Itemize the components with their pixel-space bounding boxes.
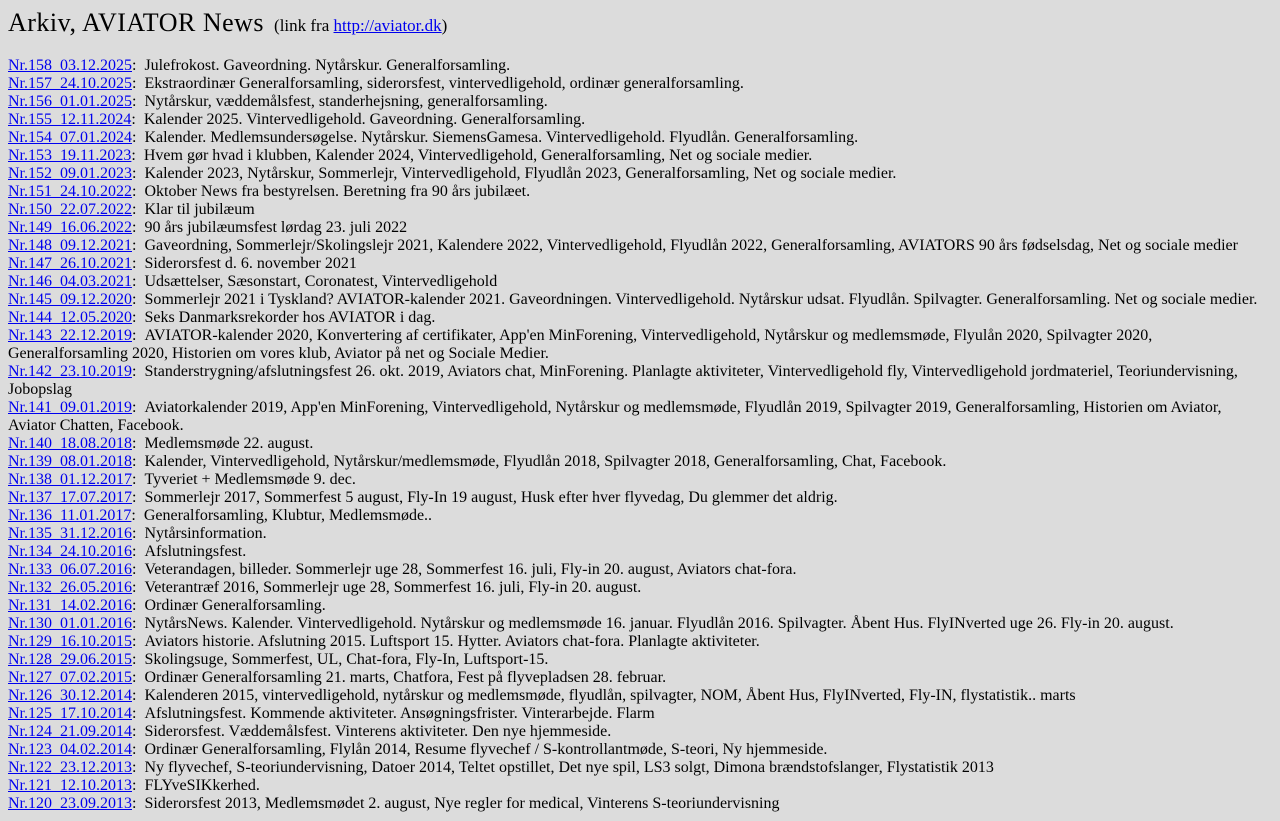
entry-colon: : <box>132 723 137 740</box>
entry-colon: : <box>132 615 137 632</box>
newsletter-link[interactable]: Nr.136_11.01.2017 <box>8 507 132 524</box>
archive-entry <box>8 399 1272 435</box>
entry-description: AVIATOR-kalender 2020, Konvertering af certifikater, App'en MinForening, Vintervedligehold, Nytårskur og medlemsmøde, Flyulån 2020, Spilvagter 2020, Generalforsamling 2020, Historien om vores klub, Aviator på net og Sociale Medier. <box>8 327 1153 362</box>
newsletter-link[interactable]: Nr.143_22.12.2019 <box>8 327 132 344</box>
newsletter-link[interactable]: Nr.150_22.07.2022 <box>8 201 132 218</box>
archive-entry <box>8 57 1272 75</box>
entry-colon: : <box>132 435 137 452</box>
entry-description: Tyveriet + Medlemsmøde 9. dec. <box>144 471 356 488</box>
entry-colon: : <box>132 759 137 776</box>
entry-description: Julefrokost. Gaveordning. Nytårskur. Generalforsamling. <box>144 57 511 74</box>
newsletter-link[interactable]: Nr.140_18.08.2018 <box>8 435 132 452</box>
newsletter-link[interactable]: Nr.134_24.10.2016 <box>8 543 132 560</box>
entry-colon: : <box>132 633 137 650</box>
entry-colon: : <box>132 309 137 326</box>
newsletter-link[interactable]: Nr.135_31.12.2016 <box>8 525 132 542</box>
newsletter-link[interactable]: Nr.130_01.01.2016 <box>8 615 132 632</box>
newsletter-link[interactable]: Nr.137_17.07.2017 <box>8 489 132 506</box>
archive-entry <box>8 129 1272 147</box>
page-header <box>8 8 1272 42</box>
entry-description: Veterantræf 2016, Sommerlejr uge 28, Sommerfest 16. juli, Fly-in 20. august. <box>144 579 642 596</box>
newsletter-link[interactable]: Nr.152_09.01.2023 <box>8 165 132 182</box>
entry-colon: : <box>132 795 137 812</box>
entry-colon: : <box>131 111 136 128</box>
entry-colon: : <box>132 669 137 686</box>
entry-colon: : <box>132 525 137 542</box>
entry-colon: : <box>132 741 137 758</box>
entry-description: Seks Danmarksrekorder hos AVIATOR i dag. <box>144 309 436 326</box>
archive-entry <box>8 669 1272 687</box>
archive-entry <box>8 165 1272 183</box>
archive-entry <box>8 615 1272 633</box>
archive-entry <box>8 795 1272 813</box>
entry-colon: : <box>132 651 137 668</box>
archive-entry <box>8 741 1272 759</box>
entry-description: Afslutningsfest. <box>144 543 247 560</box>
entry-description: Kalender 2025. Vintervedligehold. Gaveordning. Generalforsamling. <box>143 111 586 128</box>
newsletter-link[interactable]: Nr.132_26.05.2016 <box>8 579 132 596</box>
entry-description: Kalender, Vintervedligehold, Nytårskur/medlemsmøde, Flyudlån 2018, Spilvagter 2018, Generalforsamling, Chat, Facebook. <box>144 453 947 470</box>
newsletter-link[interactable]: Nr.129_16.10.2015 <box>8 633 132 650</box>
entry-colon: : <box>131 147 136 164</box>
subtitle-prefix: (link fra <box>274 16 334 35</box>
entry-description: Ekstraordinær Generalforsamling, siderorsfest, vintervedligehold, ordinær generalforsamling. <box>144 75 744 92</box>
archive-entry <box>8 777 1272 795</box>
archive-entry <box>8 759 1272 777</box>
entry-description: Oktober News fra bestyrelsen. Beretning fra 90 års jubilæet. <box>144 183 531 200</box>
newsletter-link[interactable]: Nr.131_14.02.2016 <box>8 597 132 614</box>
archive-entry <box>8 579 1272 597</box>
entry-description: Klar til jubilæum <box>144 201 255 218</box>
newsletter-link[interactable]: Nr.151_24.10.2022 <box>8 183 132 200</box>
archive-entry <box>8 255 1272 273</box>
entry-colon: : <box>132 93 137 110</box>
entry-colon: : <box>132 597 137 614</box>
entry-colon: : <box>132 687 137 704</box>
archive-entry <box>8 219 1272 237</box>
archive-entry <box>8 237 1272 255</box>
newsletter-link[interactable]: Nr.158_03.12.2025 <box>8 57 132 74</box>
newsletter-link[interactable]: Nr.138_01.12.2017 <box>8 471 132 488</box>
entry-description: Generalforsamling, Klubtur, Medlemsmøde.. <box>143 507 433 524</box>
archive-entry <box>8 651 1272 669</box>
entry-description: Aviators historie. Afslutning 2015. Luftsport 15. Hytter. Aviators chat-fora. Planlagte aktiviteter. <box>144 633 760 650</box>
entry-colon: : <box>132 453 137 470</box>
newsletter-link[interactable]: Nr.157_24.10.2025 <box>8 75 132 92</box>
entry-colon: : <box>132 165 137 182</box>
archive-entry <box>8 93 1272 111</box>
archive-entry <box>8 183 1272 201</box>
entry-description: NytårsNews. Kalender. Vintervedligehold. Nytårskur og medlemsmøde 16. januar. Flyudlån 2016. Spilvagter. Åbent Hus. FlyINverted uge 26. Fly-in 20. august. <box>144 615 1174 632</box>
entry-colon: : <box>132 705 137 722</box>
entry-description: Udsættelser, Sæsonstart, Coronatest, Vintervedligehold <box>144 273 498 290</box>
newsletter-link[interactable]: Nr.141_09.01.2019 <box>8 399 132 416</box>
newsletter-link[interactable]: Nr.127_07.02.2015 <box>8 669 132 686</box>
entry-colon: : <box>132 201 137 218</box>
newsletter-link[interactable]: Nr.145_09.12.2020 <box>8 291 132 308</box>
archive-entry <box>8 363 1272 399</box>
newsletter-link[interactable]: Nr.142_23.10.2019 <box>8 363 132 380</box>
newsletter-link[interactable]: Nr.144_12.05.2020 <box>8 309 132 326</box>
entry-colon: : <box>132 291 137 308</box>
newsletter-link[interactable]: Nr.154_07.01.2024 <box>8 129 132 146</box>
entry-colon: : <box>132 255 137 272</box>
entry-colon: : <box>132 219 137 236</box>
entry-description: Ny flyvechef, S-teoriundervisning, Datoer 2014, Teltet opstillet, Det nye spil, LS3 solgt, Dimona brændstofslanger, Flystatistik 2013 <box>144 759 994 776</box>
entry-description: Siderorsfest 2013, Medlemsmødet 2. august, Nye regler for medical, Vinterens S-teoriundervisning <box>144 795 780 812</box>
entry-description: Aviatorkalender 2019, App'en MinForening, Vintervedligehold, Nytårskur og medlemsmøde, Flyudlån 2019, Spilvagter 2019, Generalforsamling, Historien om Aviator, Aviator Chatten, Facebook. <box>8 399 1222 434</box>
entry-colon: : <box>131 507 136 524</box>
newsletter-link[interactable]: Nr.128_29.06.2015 <box>8 651 132 668</box>
newsletter-link[interactable]: Nr.122_23.12.2013 <box>8 759 132 776</box>
newsletter-link[interactable]: Nr.147_26.10.2021 <box>8 255 132 272</box>
newsletter-link[interactable]: Nr.148_09.12.2021 <box>8 237 132 254</box>
archive-entry <box>8 723 1272 741</box>
archive-list <box>8 57 1272 813</box>
archive-entry <box>8 147 1272 165</box>
entry-colon: : <box>132 327 137 344</box>
entry-description: Siderorsfest d. 6. november 2021 <box>144 255 357 272</box>
archive-entry <box>8 507 1272 525</box>
archive-entry <box>8 291 1272 309</box>
entry-colon: : <box>132 273 137 290</box>
entry-description: 90 års jubilæumsfest lørdag 23. juli 2022 <box>144 219 408 236</box>
newsletter-link[interactable]: Nr.125_17.10.2014 <box>8 705 132 722</box>
archive-entry <box>8 435 1272 453</box>
archive-entry <box>8 561 1272 579</box>
entry-colon: : <box>132 561 137 578</box>
archive-entry <box>8 597 1272 615</box>
archive-entry <box>8 489 1272 507</box>
archive-entry <box>8 453 1272 471</box>
entry-description: Kalenderen 2015, vintervedligehold, nytårskur og medlemsmøde, flyudlån, spilvagter, NOM, Åbent Hus, FlyINverted, Fly-IN, flystatistik.. marts <box>144 687 1076 704</box>
archive-entry <box>8 471 1272 489</box>
archive-entry <box>8 75 1272 93</box>
entry-description: Standerstrygning/afslutningsfest 26. okt. 2019, Aviators chat, MinForening. Planlagte aktiviteter, Vintervedligehold fly, Vintervedligehold jordmateriel, Teoriundervisning, Jobopslag <box>8 363 1238 398</box>
archive-entry <box>8 309 1272 327</box>
newsletter-link[interactable]: Nr.146_04.03.2021 <box>8 273 132 290</box>
newsletter-link[interactable]: Nr.120_23.09.2013 <box>8 795 132 812</box>
entry-description: FLYveSIKkerhed. <box>144 777 260 794</box>
entry-colon: : <box>132 237 137 254</box>
entry-colon: : <box>132 363 137 380</box>
archive-entry <box>8 525 1272 543</box>
newsletter-link[interactable]: Nr.149_16.06.2022 <box>8 219 132 236</box>
page-subtitle <box>274 16 447 35</box>
newsletter-link[interactable]: Nr.153_19.11.2023 <box>8 147 132 164</box>
entry-description: Gaveordning, Sommerlejr/Skolingslejr 2021, Kalendere 2022, Vintervedligehold, Flyudlån 2022, Generalforsamling, AVIATORS 90 års fødselsdag, Net og sociale medier <box>144 237 1238 254</box>
newsletter-link[interactable]: Nr.121_12.10.2013 <box>8 777 132 794</box>
entry-description: Medlemsmøde 22. august. <box>144 435 314 452</box>
entry-colon: : <box>132 183 137 200</box>
entry-description: Ordinær Generalforsamling. <box>144 597 326 614</box>
newsletter-link[interactable]: Nr.123_04.02.2014 <box>8 741 132 758</box>
entry-colon: : <box>132 543 137 560</box>
newsletter-link[interactable]: Nr.139_08.01.2018 <box>8 453 132 470</box>
entry-colon: : <box>132 129 137 146</box>
entry-description: Afslutningsfest. Kommende aktiviteter. Ansøgningsfrister. Vinterarbejde. Flarm <box>144 705 655 722</box>
archive-entry <box>8 633 1272 651</box>
newsletter-link[interactable]: Nr.155_12.11.2024 <box>8 111 132 128</box>
aviator-dk-link[interactable]: http://aviator.dk <box>333 16 442 35</box>
entry-colon: : <box>132 579 137 596</box>
archive-entry <box>8 201 1272 219</box>
entry-description: Siderorsfest. Væddemålsfest. Vinterens aktiviteter. Den nye hjemmeside. <box>144 723 612 740</box>
archive-entry <box>8 687 1272 705</box>
entry-description: Nytårsinformation. <box>144 525 267 542</box>
archive-entry <box>8 327 1272 363</box>
entry-description: Sommerlejr 2021 i Tyskland? AVIATOR-kalender 2021. Gaveordningen. Vintervedligehold. Nytårskur udsat. Flyudlån. Spilvagter. Generalforsamling. Net og sociale medier. <box>144 291 1258 308</box>
entry-colon: : <box>132 489 137 506</box>
entry-colon: : <box>132 399 137 416</box>
newsletter-link[interactable]: Nr.124_21.09.2014 <box>8 723 132 740</box>
entry-colon: : <box>132 75 137 92</box>
archive-entry <box>8 111 1272 129</box>
entry-colon: : <box>132 777 137 794</box>
subtitle-suffix: ) <box>441 16 448 35</box>
entry-description: Nytårskur, væddemålsfest, standerhejsning, generalforsamling. <box>144 93 548 110</box>
archive-entry <box>8 273 1272 291</box>
newsletter-link[interactable]: Nr.126_30.12.2014 <box>8 687 132 704</box>
page-title: Arkiv, AVIATOR News <box>8 8 265 37</box>
entry-description: Kalender. Medlemsundersøgelse. Nytårskur. SiemensGamesa. Vintervedligehold. Flyudlån. Generalforsamling. <box>144 129 859 146</box>
newsletter-link[interactable]: Nr.133_06.07.2016 <box>8 561 132 578</box>
entry-description: Kalender 2023, Nytårskur, Sommerlejr, Vintervedligehold, Flyudlån 2023, Generalforsamling, Net og sociale medier. <box>144 165 897 182</box>
entry-colon: : <box>132 57 137 74</box>
entry-description: Skolingsuge, Sommerfest, UL, Chat-fora, Fly-In, Luftsport-15. <box>144 651 549 668</box>
archive-entry <box>8 705 1272 723</box>
entry-description: Veterandagen, billeder. Sommerlejr uge 28, Sommerfest 16. juli, Fly-in 20. august, Aviators chat-fora. <box>144 561 797 578</box>
newsletter-link[interactable]: Nr.156_01.01.2025 <box>8 93 132 110</box>
entry-description: Sommerlejr 2017, Sommerfest 5 august, Fly-In 19 august, Husk efter hver flyvedag, Du glemmer det aldrig. <box>144 489 838 506</box>
archive-entry <box>8 543 1272 561</box>
entry-description: Ordinær Generalforsamling, Flylån 2014, Resume flyvechef / S-kontrollantmøde, S-teori, Ny hjemmeside. <box>144 741 828 758</box>
entry-description: Ordinær Generalforsamling 21. marts, Chatfora, Fest på flyvepladsen 28. februar. <box>144 669 667 686</box>
entry-colon: : <box>132 471 137 488</box>
entry-description: Hvem gør hvad i klubben, Kalender 2024, Vintervedligehold, Generalforsamling, Net og sociale medier. <box>143 147 813 164</box>
